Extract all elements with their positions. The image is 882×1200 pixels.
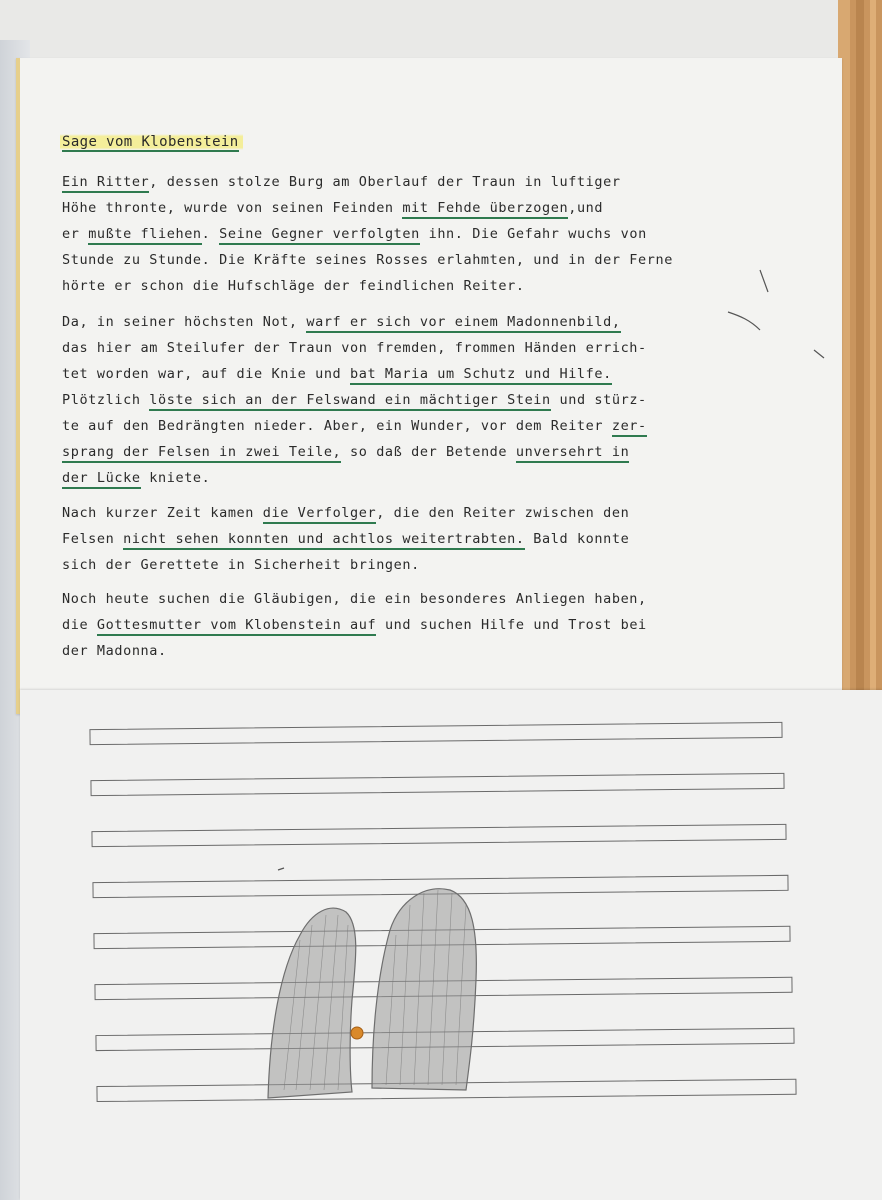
text-segment: kniete. <box>140 470 211 486</box>
margin-check-mark <box>760 270 768 292</box>
writing-line <box>92 824 786 846</box>
underlined-phrase: Ein Ritter <box>62 174 149 193</box>
underlined-phrase: zer- <box>612 418 647 437</box>
underlined-phrase: unversehrt in <box>516 444 629 463</box>
text-segment: und stürz- <box>550 392 647 408</box>
text-segment: hörte er schon die Hufschläge der feindlichen Reiter. <box>62 278 525 294</box>
text-segment: der Madonna. <box>62 643 167 659</box>
text-segment: sich der Gerettete in Sicherheit bringen. <box>62 557 420 573</box>
underlined-phrase: mit Fehde überzogen <box>402 200 568 219</box>
text-segment: Da, in seiner höchsten Not, <box>62 314 307 330</box>
underlined-phrase: mußte fliehen <box>88 226 201 245</box>
underlined-phrase: bat Maria um Schutz und Hilfe. <box>350 366 612 385</box>
text-segment: . <box>201 226 220 242</box>
text-segment: Bald konnte <box>524 531 630 547</box>
text-segment: die <box>62 617 97 633</box>
orange-dot <box>351 1027 363 1039</box>
text-segment: und suchen Hilfe und Trost bei <box>376 617 647 633</box>
text-segment: ihn. Die Gefahr wuchs von <box>419 226 647 242</box>
writing-line <box>90 722 782 744</box>
text-segment: Plötzlich <box>62 392 150 408</box>
text-segment: Höhe thronte, wurde von seinen Feinden <box>62 200 403 216</box>
text-segment: tet worden war, auf die Knie und <box>62 366 351 382</box>
story-title-text: Sage vom Klobenstein <box>62 134 239 150</box>
text-segment: Nach kurzer Zeit kamen <box>62 505 263 521</box>
text-segment: Felsen <box>62 531 124 547</box>
text-segment: er <box>62 226 89 242</box>
text-segment: , dessen stolze Burg am Oberlauf der Traun in luftiger <box>149 174 621 190</box>
underlined-phrase: Seine Gegner verfolgten <box>219 226 420 245</box>
margin-check-mark <box>814 350 824 358</box>
split-rock-drawing <box>268 889 476 1098</box>
underlined-phrase: warf er sich vor einem Madonnenbild, <box>306 314 620 333</box>
underlined-phrase: löste sich an der Felswand ein mächtiger Stein <box>149 392 550 411</box>
underlined-phrase: die Verfolger <box>263 505 376 524</box>
underlined-phrase: der Lücke <box>62 470 141 489</box>
text-segment: , die den Reiter zwischen den <box>376 505 630 521</box>
margin-check-mark <box>728 312 760 330</box>
text-segment: das hier am Steilufer der Traun von fremden, frommen Händen errich- <box>62 340 647 356</box>
writing-line <box>91 773 784 795</box>
underlined-phrase: sprang der Felsen in zwei Teile, <box>62 444 341 463</box>
text-segment: Noch heute suchen die Gläubigen, die ein besonderes Anliegen haben, <box>62 591 647 607</box>
underlined-phrase: Gottesmutter vom Klobenstein auf <box>97 617 376 636</box>
underlined-phrase: nicht sehen konnten und achtlos weitertrabten. <box>123 531 524 550</box>
text-segment: Stunde zu Stunde. Die Kräfte seines Rosses erlahmten, und in der Ferne <box>62 252 673 268</box>
text-segment: ,und <box>568 200 604 216</box>
margin-check-mark <box>278 868 284 870</box>
text-segment: te auf den Bedrängten nieder. Aber, ein Wunder, vor dem Reiter <box>62 418 612 434</box>
text-segment: so daß der Betende <box>341 444 516 460</box>
